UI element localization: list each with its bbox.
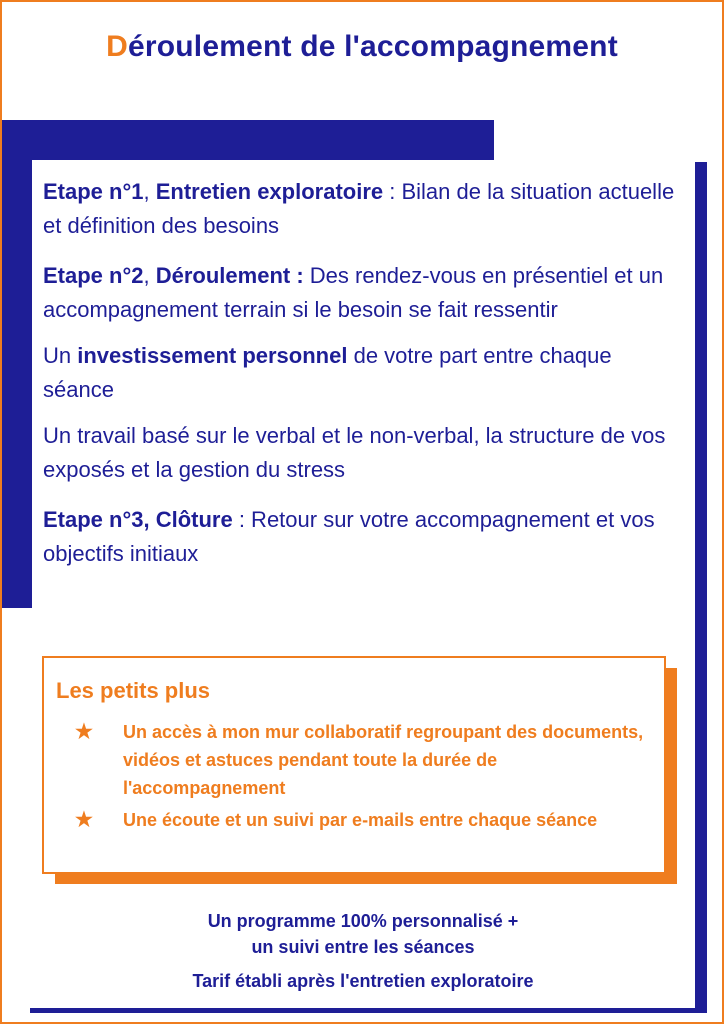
plus-item-text: Un accès à mon mur collaboratif regroupant des documents, vidéos et astuces pendant toute la durée de l'accompagnement	[123, 722, 644, 798]
plus-box	[42, 656, 666, 874]
title-first-letter: D	[106, 30, 128, 63]
title-rest: éroulement de l'accompagnement	[127, 30, 618, 63]
page-title	[0, 30, 724, 64]
investment-paragraph	[43, 339, 688, 407]
decorative-navy-left	[2, 120, 32, 608]
step-1-title: Entretien exploratoire	[155, 179, 384, 204]
step-1-text: : Bilan de la situation actuelle et définition des besoins	[43, 179, 675, 238]
step-1-label: Etape n°1	[43, 179, 144, 204]
decorative-navy-bottom	[30, 1008, 707, 1013]
decorative-navy-right	[695, 162, 707, 1012]
step-1-sep: ,	[143, 179, 156, 204]
footer-tarif: Tarif établi après l'entretien exploratoire	[192, 971, 534, 991]
step-1	[43, 175, 688, 243]
footer-program	[32, 908, 694, 960]
plus-item-text: Une écoute et un suivi par e-mails entre chaque séance	[123, 810, 598, 830]
footer-line-1: Un programme 100% personnalisé +	[207, 911, 519, 931]
step-3-label: Etape n°3, Clôture	[43, 507, 233, 532]
plus-item	[75, 806, 659, 834]
decorative-navy-bar	[2, 120, 494, 160]
investment-before: Un	[43, 343, 78, 368]
footer-line-2: un suivi entre les séances	[251, 937, 475, 957]
star-icon: ★	[75, 721, 93, 743]
star-icon: ★	[75, 809, 93, 831]
step-2-text: Des rendez-vous en présentiel et un accompagnement terrain si le besoin se fait ressentir	[43, 263, 664, 322]
investment-bold: investissement personnel	[77, 343, 348, 368]
plus-title: Les petits plus	[56, 678, 211, 703]
step-2-title: Déroulement :	[155, 263, 304, 288]
plus-item	[75, 718, 659, 802]
step-3	[43, 503, 688, 571]
work-paragraph: Un travail basé sur le verbal et le non-verbal, la structure de vos exposés et la gestion du stress	[43, 423, 666, 482]
step-2-label: Etape n°2	[43, 263, 144, 288]
investment-after: de votre part entre chaque séance	[43, 343, 612, 402]
steps-content	[43, 175, 688, 571]
step-2-sep: ,	[143, 263, 156, 288]
step-2	[43, 259, 688, 327]
step-3-text: : Retour sur votre accompagnement et vos objectifs initiaux	[43, 507, 655, 566]
